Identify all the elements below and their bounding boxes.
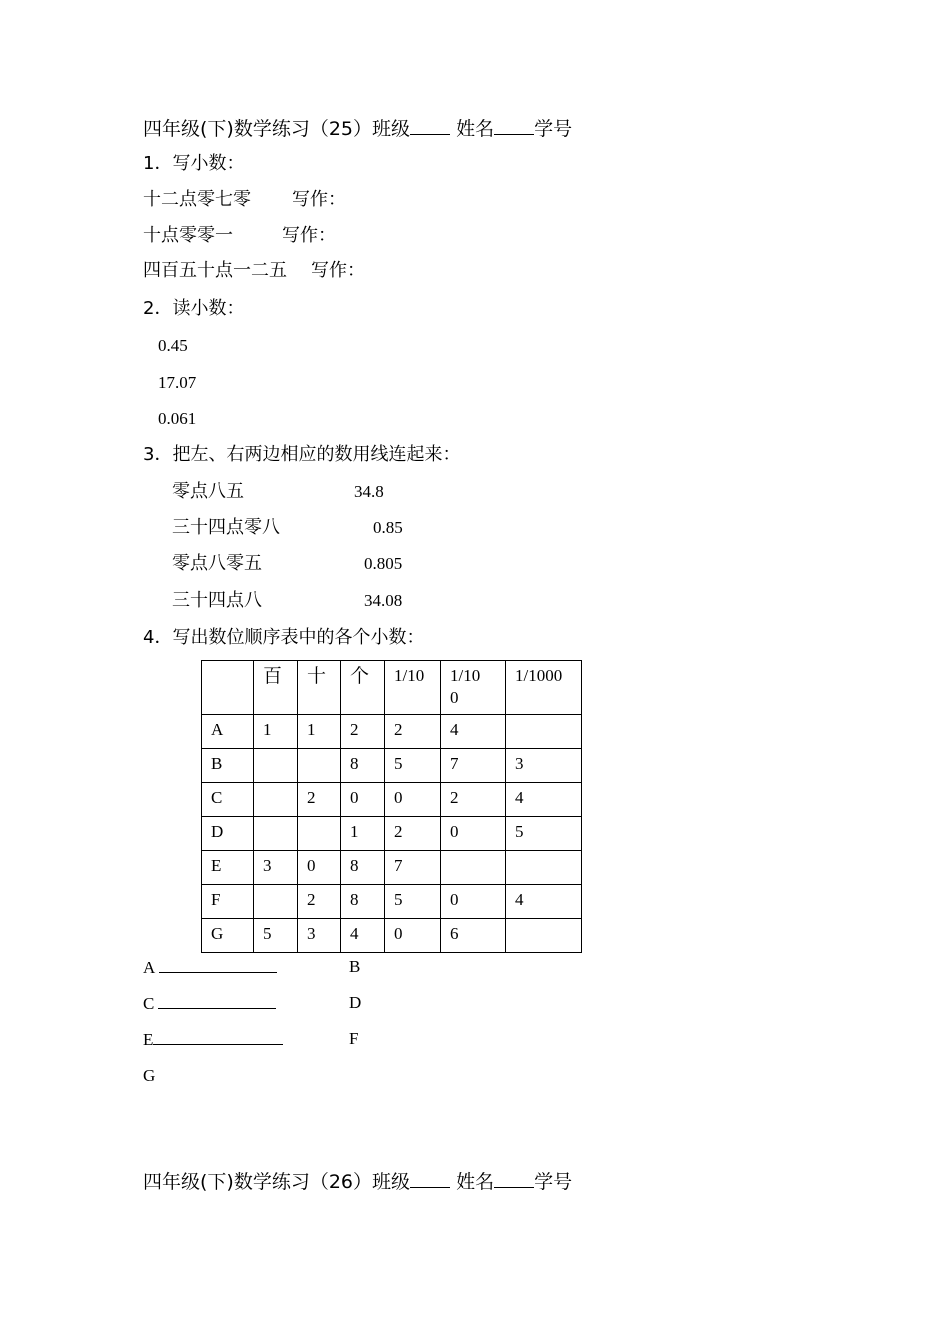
- table-cell: 4: [506, 885, 582, 919]
- table-cell: 1: [254, 715, 298, 749]
- table-cell: 2: [385, 715, 441, 749]
- worksheet-title-26: 四年级(下)数学练习（26）班级 姓名 学号: [143, 1171, 573, 1193]
- table-cell: 8: [341, 885, 385, 919]
- table-row: [202, 919, 582, 953]
- q3-title: 3．把左、右两边相应的数用线连起来：: [143, 444, 461, 465]
- table-row: [202, 817, 582, 851]
- class-blank[interactable]: [410, 1169, 450, 1188]
- q3-left-item: 零点八五: [172, 481, 244, 502]
- q3-right-item: 0.805: [364, 554, 403, 573]
- table-header-cell: 百: [254, 661, 298, 715]
- table-cell: B: [202, 749, 254, 783]
- table-cell: 2: [341, 715, 385, 749]
- worksheet-title-25: 四年级(下)数学练习（25）班级 姓名 学号: [143, 118, 573, 140]
- table-cell: D: [202, 817, 254, 851]
- table-cell: 5: [254, 919, 298, 953]
- table-header-cell: 十: [298, 661, 341, 715]
- table-row: [202, 851, 582, 885]
- q2-decimal: 0.45: [158, 336, 188, 355]
- name-blank[interactable]: [494, 1169, 534, 1188]
- table-cell: [506, 851, 582, 885]
- answer-line-d[interactable]: D: [349, 993, 362, 1012]
- table-cell: F: [202, 885, 254, 919]
- place-value-table: [201, 660, 582, 953]
- table-cell: 4: [506, 783, 582, 817]
- table-cell: 3: [506, 749, 582, 783]
- q1-item: 十二点零七零: [143, 189, 251, 210]
- table-cell: 7: [385, 851, 441, 885]
- table-cell: 1: [341, 817, 385, 851]
- table-cell: 7: [441, 749, 506, 783]
- q3-left-item: 三十四点零八: [172, 517, 280, 538]
- table-cell: 4: [441, 715, 506, 749]
- table-cell: 2: [441, 783, 506, 817]
- q1-item: 四百五十点一二五: [143, 260, 287, 281]
- table-cell: 8: [341, 749, 385, 783]
- answer-line-f[interactable]: F: [349, 1029, 359, 1048]
- table-cell: 3: [298, 919, 341, 953]
- table-cell: 5: [385, 885, 441, 919]
- q3-right-item: 0.85: [373, 518, 403, 537]
- table-cell: 3: [254, 851, 298, 885]
- table-cell: 0: [385, 919, 441, 953]
- q1-write-label: 写作：: [311, 260, 365, 281]
- answer-line-a[interactable]: A: [143, 956, 277, 979]
- table-row: [202, 715, 582, 749]
- table-cell: [298, 749, 341, 783]
- table-row: [202, 749, 582, 783]
- name-blank[interactable]: [494, 116, 534, 135]
- table-cell: 0: [385, 783, 441, 817]
- table-header-cell: 1/10: [385, 661, 441, 715]
- answer-line-c[interactable]: C: [143, 992, 276, 1015]
- table-cell: 2: [298, 885, 341, 919]
- table-header-cell: [202, 661, 254, 715]
- table-cell: 8: [341, 851, 385, 885]
- q2-title: 2．读小数：: [143, 298, 245, 319]
- table-cell: [441, 851, 506, 885]
- table-cell: [298, 817, 341, 851]
- table-header-cell: 1/1000: [506, 661, 582, 715]
- table-cell: 5: [506, 817, 582, 851]
- table-cell: [506, 715, 582, 749]
- table-cell: 6: [441, 919, 506, 953]
- q1-item: 十点零零一: [143, 225, 233, 246]
- table-header-row: [202, 661, 582, 715]
- table-cell: [254, 817, 298, 851]
- table-cell: C: [202, 783, 254, 817]
- table-cell: 2: [298, 783, 341, 817]
- table-cell: [506, 919, 582, 953]
- table-row: [202, 783, 582, 817]
- answer-line-b[interactable]: B: [349, 957, 361, 976]
- table-cell: 5: [385, 749, 441, 783]
- table-cell: [254, 783, 298, 817]
- q1-write-label: 写作：: [292, 189, 346, 210]
- table-cell: 1: [298, 715, 341, 749]
- q1-title: 1．写小数：: [143, 153, 245, 174]
- table-cell: 2: [385, 817, 441, 851]
- table-cell: 0: [441, 817, 506, 851]
- q1-write-label: 写作：: [282, 225, 336, 246]
- answer-line-g[interactable]: G: [143, 1066, 156, 1085]
- table-row: [202, 885, 582, 919]
- answer-line-e[interactable]: E: [143, 1028, 283, 1051]
- table-cell: G: [202, 919, 254, 953]
- q4-title: 4．写出数位顺序表中的各个小数：: [143, 627, 425, 648]
- q3-left-item: 三十四点八: [172, 590, 262, 611]
- class-blank[interactable]: [410, 116, 450, 135]
- table-cell: [254, 885, 298, 919]
- q3-right-item: 34.08: [364, 591, 403, 610]
- q3-left-item: 零点八零五: [172, 553, 262, 574]
- q3-right-item: 34.8: [354, 482, 384, 501]
- table-cell: 0: [298, 851, 341, 885]
- table-cell: 0: [341, 783, 385, 817]
- q2-decimal: 0.061: [158, 409, 197, 428]
- table-cell: E: [202, 851, 254, 885]
- table-header-cell: 个: [341, 661, 385, 715]
- table-cell: 4: [341, 919, 385, 953]
- table-cell: A: [202, 715, 254, 749]
- table-cell: 0: [441, 885, 506, 919]
- table-cell: [254, 749, 298, 783]
- table-header-cell: 1/10 0: [441, 661, 506, 715]
- q2-decimal: 17.07: [158, 373, 197, 392]
